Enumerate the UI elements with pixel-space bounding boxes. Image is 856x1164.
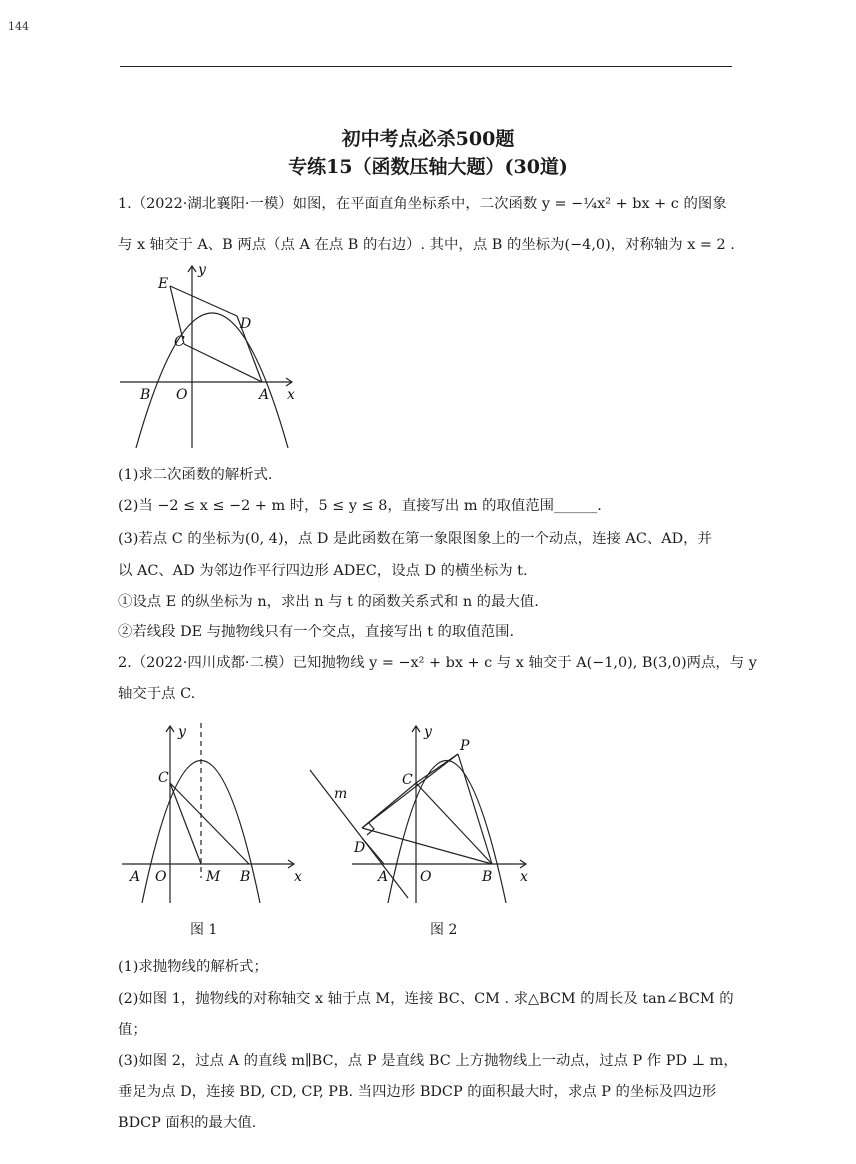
q2f2-label-m: m	[334, 786, 348, 802]
q2f1-label-y: y	[178, 724, 186, 740]
q2-sub3-line2: 垂足为点 D，连接 BD, CD, CP, PB. 当四边形 BDCP 的面积最大时，求点 P 的坐标及四边形	[118, 1084, 717, 1100]
q2f1-label-O: O	[155, 869, 167, 885]
q2-figure-2-caption: 图 2	[430, 922, 458, 938]
q1-label-D: D	[240, 316, 252, 332]
q1-label-B: B	[140, 387, 151, 403]
q2f1-label-x: x	[294, 869, 302, 885]
q2-stem-line2: 轴交于点 C.	[118, 686, 196, 702]
q2f1-label-A: A	[130, 869, 141, 885]
q1-stem-line2: 与 x 轴交于 A、B 两点（点 A 在点 B 的右边）. 其中，点 B 的坐标为(−4,0)，对称轴为 x = 2 .	[118, 237, 735, 253]
q1-figure	[112, 258, 312, 453]
q2f2-label-O: O	[420, 869, 432, 885]
q1-sub3-part1: ①设点 E 的纵坐标为 n，求出 n 与 t 的函数关系式和 n 的最大值.	[118, 594, 539, 610]
q2f2-line-m	[310, 770, 408, 898]
q1-stem-line1: 1.（2022·湖北襄阳·一模）如图，在平面直角坐标系中，二次函数 y = −¼x² + bx + c 的图象	[118, 196, 727, 212]
page-subtitle: 专练15（函数压轴大题）(30道)	[288, 156, 568, 178]
q1-label-O: O	[176, 387, 188, 403]
q2f2-label-y: y	[424, 724, 432, 740]
q2-sub2-line1: (2)如图 1，抛物线的对称轴交 x 轴于点 M，连接 BC、CM . 求△BCM 的周长及 tan∠BCM 的	[118, 991, 734, 1007]
q1-segment-ED	[170, 286, 237, 316]
q2-sub3-line1: (3)如图 2，过点 A 的直线 m∥BC，点 P 是直线 BC 上方抛物线上一动点，过点 P 作 PD ⊥ m，	[118, 1053, 738, 1069]
q1-label-y: y	[198, 262, 206, 278]
q2f2-label-x: x	[520, 869, 528, 885]
page-title: 初中考点必杀500题	[341, 128, 515, 150]
q2f2-segment-CB	[416, 783, 492, 864]
q2f1-label-B: B	[240, 869, 251, 885]
q2f2-label-P: P	[460, 738, 470, 754]
q2-figure-1	[118, 718, 318, 908]
q2f2-label-D: D	[354, 840, 366, 856]
q2f2-segment-DA	[362, 838, 384, 864]
q2f1-label-C: C	[158, 770, 169, 786]
q2f1-segment-CM	[170, 783, 201, 864]
q1-sub3-part2: ②若线段 DE 与抛物线只有一个交点，直接写出 t 的取值范围.	[118, 624, 515, 640]
q2f2-label-A: A	[378, 869, 389, 885]
q2f1-label-M: M	[206, 869, 221, 885]
q1-sub3-line1: (3)若点 C 的坐标为(0, 4)，点 D 是此函数在第一象限图象上的一个动点，连接 AC、AD，并	[118, 531, 712, 547]
q2-figure-2	[300, 718, 540, 908]
q1-label-A: A	[259, 387, 270, 403]
q2-sub1: (1)求抛物线的解析式；	[118, 959, 268, 975]
q1-label-C: C	[174, 334, 185, 350]
header-rule	[120, 66, 732, 67]
q2-stem-line1: 2.（2022·四川成都·二模）已知抛物线 y = −x² + bx + c 与 x 轴交于 A(−1,0), B(3,0)两点，与 y	[118, 655, 757, 671]
q2f2-label-C: C	[402, 772, 413, 788]
q1-sub3-line2: 以 AC、AD 为邻边作平行四边形 ADEC，设点 D 的横坐标为 t.	[118, 563, 528, 579]
q2f2-label-B: B	[482, 869, 493, 885]
q2-sub2-line2: 值；	[118, 1022, 147, 1038]
page-number: 144	[8, 20, 29, 33]
q1-sub2: (2)当 −2 ≤ x ≤ −2 + m 时，5 ≤ y ≤ 8，直接写出 m 的取值范围______.	[118, 498, 602, 514]
q2f2-segment-PB	[458, 754, 492, 864]
q1-sub1: (1)求二次函数的解析式.	[118, 467, 273, 483]
q1-parabola	[136, 313, 288, 448]
q2f1-segment-CB	[170, 783, 249, 864]
q1-label-E: E	[158, 276, 169, 292]
q2-figure-1-caption: 图 1	[190, 922, 218, 938]
q2f2-segment-DB	[362, 828, 492, 864]
q2-sub3-line3: BDCP 面积的最大值.	[118, 1115, 257, 1131]
q1-label-x: x	[287, 387, 295, 403]
